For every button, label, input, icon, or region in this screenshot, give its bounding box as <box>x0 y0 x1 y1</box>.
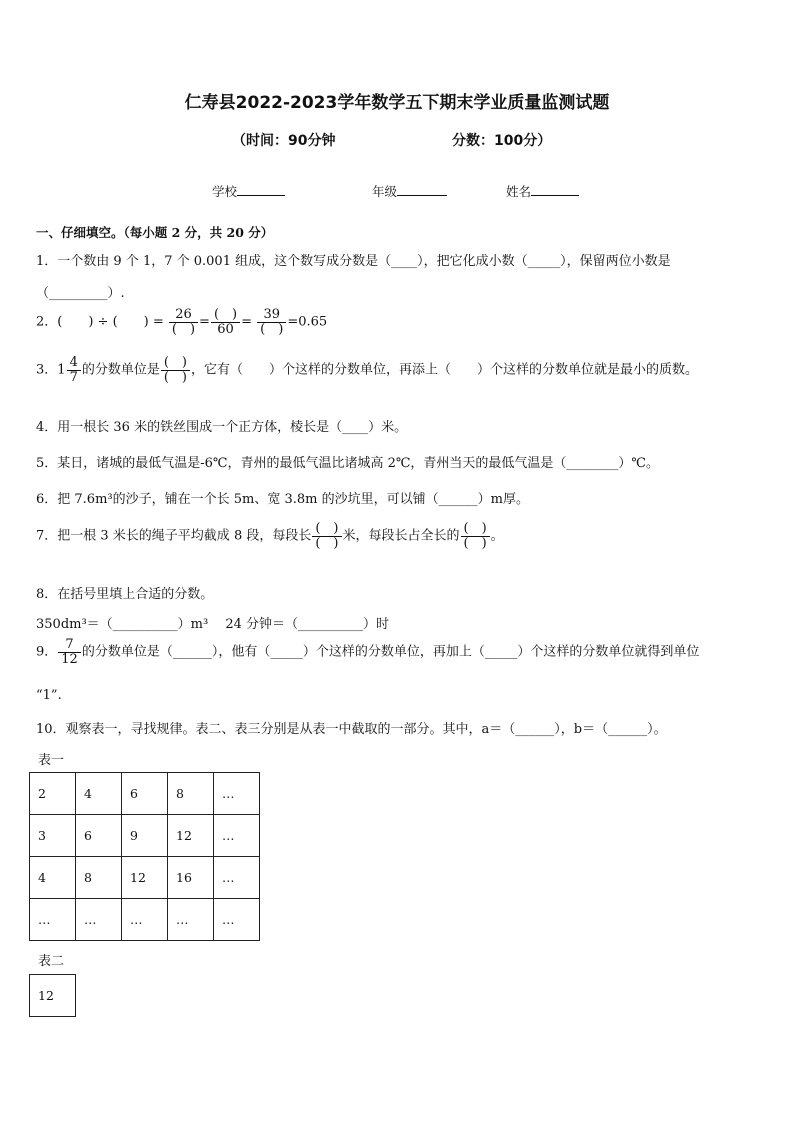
q2-prefix: 2．( ) ÷ ( ) = <box>36 314 164 330</box>
table1-cell: … <box>76 899 122 941</box>
question-4: 4．用一根长 36 米的铁丝围成一个正方体，棱长是（____）米。 <box>36 420 408 435</box>
question-8: 8．在括号里填上合适的分数。 <box>36 587 214 602</box>
question-3: 3．1 $\frac{4}{7}$ 的分数单位是 $\frac{( )}{( )}$ ，它有（ ）个这样的分数单位，再添上（ ）个这样的分数单位就是最小的质数。 <box>36 355 699 385</box>
table1-cell: … <box>214 815 260 857</box>
table2-row <box>30 975 76 1017</box>
table1-cell: 2 <box>30 773 76 815</box>
question-9-line2: “1”. <box>36 688 62 703</box>
table1-cell: … <box>30 899 76 941</box>
table1-row <box>30 899 260 941</box>
q3-mixed-fraction: $\frac{4}{7}$ <box>67 356 81 384</box>
school-blank[interactable] <box>237 183 285 196</box>
q2-fraction-3: $\frac{39}{( )}$ <box>257 308 286 336</box>
table1-cell: … <box>122 899 168 941</box>
question-9: 9． $\frac{7}{12}$ 的分数单位是（______），他有（_____）个这样的分数单位，再加上（_____）个这样的分数单位就得到单位 <box>36 637 700 667</box>
table1-cell: … <box>214 857 260 899</box>
table1-cell: 6 <box>122 773 168 815</box>
question-1-line2: （_________）. <box>36 286 125 301</box>
name-blank[interactable] <box>531 183 579 196</box>
school-field <box>212 182 285 200</box>
table1-cell: 8 <box>76 857 122 899</box>
question-2: 2．( ) ÷ ( ) = $\frac{26}{( )}$ = $\frac{( )}{60}$ = $\frac{39}{( )}$ =0.65 <box>36 307 328 337</box>
table1-cell: … <box>214 773 260 815</box>
exam-time: （时间：90分钟 <box>232 133 336 149</box>
q9-fraction: $\frac{7}{12}$ <box>58 638 81 666</box>
table-1 <box>29 772 260 941</box>
q3-unit-fraction: $\frac{( )}{( )}$ <box>161 356 190 384</box>
question-7: 7．把一根 3 米长的绳子平均截成 8 段，每段长 $\frac{( )}{( )}$ 米，每段长占全长的 $\frac{( )}{( )}$ 。 <box>36 521 504 551</box>
question-5: 5．某日，诸城的最低气温是-6℃，青州的最低气温比诸城高 2℃，青州当天的最低气温是（________）℃。 <box>36 456 659 471</box>
section-heading: 一、仔细填空。（每小题 2 分，共 20 分） <box>36 225 274 240</box>
table1-cell: … <box>214 899 260 941</box>
table1-cell: 4 <box>76 773 122 815</box>
question-1-line1: 1．一个数由 9 个 1，7 个 0.001 组成，这个数写成分数是（____），把它化成小数（_____），保留两位小数是 <box>36 254 671 269</box>
table1-cell: 4 <box>30 857 76 899</box>
table1-cell: 12 <box>168 815 214 857</box>
q2-fraction-2: $\frac{( )}{60}$ <box>211 308 240 336</box>
table-2 <box>29 974 76 1017</box>
name-label: 姓名 <box>506 184 532 199</box>
question-8-line2: 350dm³＝（__________）m³ 24 分钟＝（__________）时 <box>36 617 390 632</box>
grade-field <box>372 182 447 200</box>
school-label: 学校 <box>212 184 238 199</box>
page-title: 仁寿县2022-2023学年数学五下期末学业质量监测试题 <box>184 93 610 113</box>
q7-fraction-a: $\frac{( )}{( )}$ <box>312 522 341 550</box>
table1-row <box>30 815 260 857</box>
name-field <box>506 182 579 200</box>
table1-cell: 6 <box>76 815 122 857</box>
exam-score: 分数：100分） <box>452 133 552 149</box>
table1-cell: 12 <box>122 857 168 899</box>
table1-row <box>30 857 260 899</box>
table1-cell: 16 <box>168 857 214 899</box>
question-6: 6．把 7.6m³的沙子，铺在一个长 5m、宽 3.8m 的沙坑里，可以铺（______）m厚。 <box>36 492 529 507</box>
table2-cell: 12 <box>30 975 76 1017</box>
grade-blank[interactable] <box>397 183 447 196</box>
table1-cell: 3 <box>30 815 76 857</box>
q2-fraction-1: $\frac{26}{( )}$ <box>169 308 198 336</box>
q2-suffix: =0.65 <box>287 314 328 330</box>
table1-label: 表一 <box>38 753 65 768</box>
q7-fraction-b: $\frac{( )}{( )}$ <box>461 522 490 550</box>
grade-label: 年级 <box>372 184 398 199</box>
table1-cell: … <box>168 899 214 941</box>
table2-label: 表二 <box>38 954 65 969</box>
table1-cell: 8 <box>168 773 214 815</box>
question-10: 10．观察表一，寻找规律。表二、表三分别是从表一中截取的一部分。其中，a＝（______），b＝（______）。 <box>36 722 667 737</box>
table1-row <box>30 773 260 815</box>
table1-cell: 9 <box>122 815 168 857</box>
